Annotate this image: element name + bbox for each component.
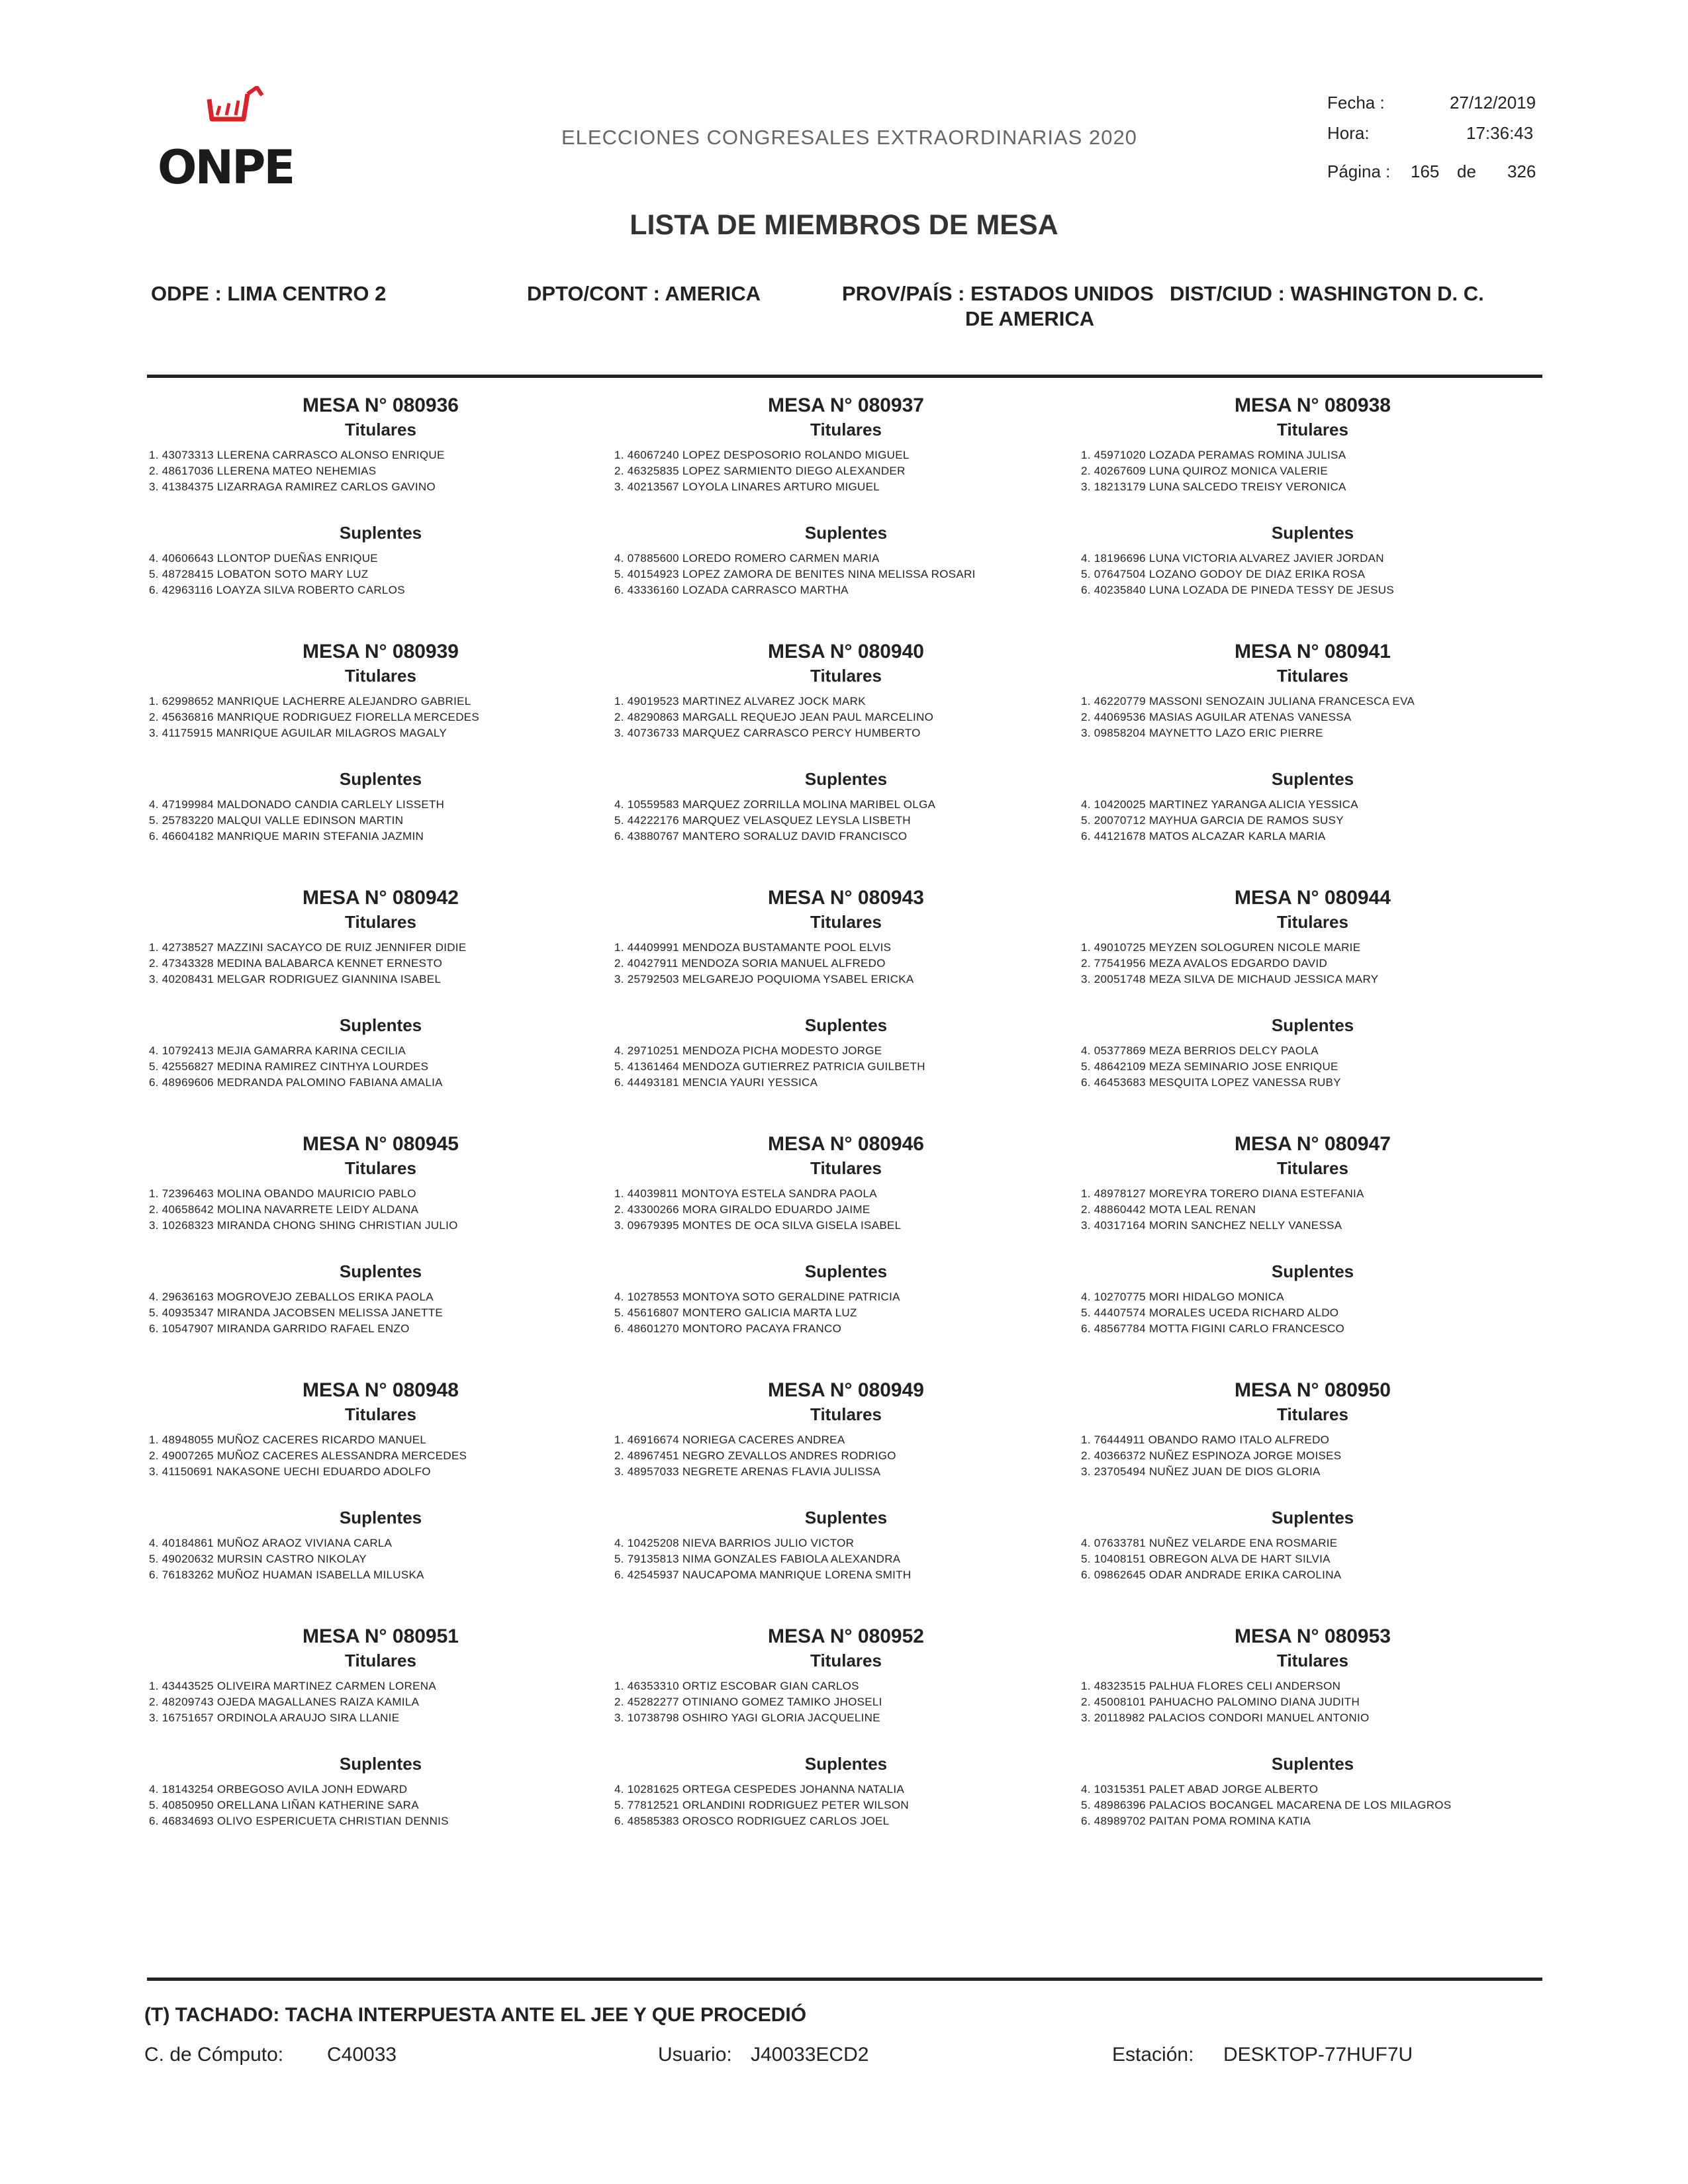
pagina-label: Página : (1327, 161, 1391, 181)
titulares-heading: Titulares (810, 912, 882, 932)
titulares-list (149, 694, 479, 741)
suplente-item: 5. 48642109 MEZA SEMINARIO JOSE ENRIQUE (1081, 1060, 1338, 1073)
pagina-de: de (1457, 161, 1476, 181)
mesa-title: MESA N° 080937 (767, 394, 924, 416)
titulares-list (149, 940, 466, 987)
titular-item: 3. 40317164 MORIN SANCHEZ NELLY VANESSA (1081, 1219, 1342, 1232)
suplente-item: 5. 40935347 MIRANDA JACOBSEN MELISSA JANETTE (149, 1306, 444, 1319)
prov-field: PROV/PAÍS : ESTADOS UNIDOS (842, 282, 1154, 305)
suplente-item: 5. 48986396 PALACIOS BOCANGEL MACARENA DE LOS MILAGROS (1081, 1799, 1452, 1811)
estacion-value: DESKTOP-77HUF7U (1223, 2044, 1413, 2066)
suplente-item: 6. 76183262 MUÑOZ HUAMAN ISABELLA MILUSKA (149, 1569, 424, 1581)
titular-item: 1. 43443525 OLIVEIRA MARTINEZ CARMEN LORENA (149, 1680, 436, 1692)
titulares-list (149, 1186, 458, 1234)
titular-item: 3. 23705494 NUÑEZ JUAN DE DIOS GLORIA (1081, 1465, 1321, 1478)
suplentes-heading: Suplentes (339, 1261, 422, 1281)
suplentes-heading: Suplentes (339, 523, 422, 543)
page-title-text: LISTA DE MIEMBROS DE MESA (630, 209, 1058, 241)
hora-value: 17:36:43 (1466, 123, 1534, 143)
suplente-item: 4. 10425208 NIEVA BARRIOS JULIO VICTOR (614, 1537, 855, 1549)
suplentes-list (1081, 551, 1394, 598)
titular-item: 1. 48978127 MOREYRA TORERO DIANA ESTEFANIA (1081, 1187, 1364, 1200)
mesa-block (149, 1379, 612, 1617)
suplentes-heading: Suplentes (339, 1508, 422, 1527)
suplente-item: 5. 07647504 LOZANO GODOY DE DIAZ ERIKA ROSA (1081, 568, 1366, 580)
mesa-block (614, 641, 1078, 879)
suplente-item: 5. 48728415 LOBATON SOTO MARY LUZ (149, 568, 369, 580)
titular-item: 1. 44039811 MONTOYA ESTELA SANDRA PAOLA (614, 1187, 877, 1200)
mesa-block (614, 887, 1078, 1125)
titular-item: 3. 48957033 NEGRETE ARENAS FLAVIA JULISSA (614, 1465, 881, 1478)
prov-field-line2: DE AMERICA (965, 307, 1095, 330)
election-title: ELECCIONES CONGRESALES EXTRAORDINARIAS 2020 (561, 126, 1137, 149)
ballot-box-icon (203, 86, 269, 146)
titulares-heading: Titulares (1277, 420, 1348, 439)
titular-item: 2. 40267609 LUNA QUIROZ MONICA VALERIE (1081, 465, 1328, 477)
suplentes-list (149, 551, 405, 598)
mesa-block (1081, 394, 1544, 633)
suplente-item: 5. 25783220 MALQUI VALLE EDINSON MARTIN (149, 814, 404, 827)
mesa-title: MESA N° 080944 (1234, 887, 1391, 909)
suplente-item: 5. 49020632 MURSIN CASTRO NIKOLAY (149, 1553, 367, 1565)
suplentes-list (614, 1043, 925, 1091)
mesa-block (149, 887, 612, 1125)
suplente-item: 6. 48585383 OROSCO RODRIGUEZ CARLOS JOEL (614, 1815, 890, 1827)
suplente-item: 5. 44407574 MORALES UCEDA RICHARD ALDO (1081, 1306, 1339, 1319)
titular-item: 1. 48323515 PALHUA FLORES CELI ANDERSON (1081, 1680, 1341, 1692)
mesa-title: MESA N° 080946 (767, 1133, 924, 1155)
mesa-title: MESA N° 080939 (302, 641, 459, 662)
suplentes-heading: Suplentes (804, 769, 888, 789)
suplente-item: 6. 48969606 MEDRANDA PALOMINO FABIANA AMALIA (149, 1076, 443, 1089)
titular-item: 3. 40213567 LOYOLA LINARES ARTURO MIGUEL (614, 480, 880, 493)
suplentes-heading: Suplentes (804, 1754, 888, 1774)
titulares-heading: Titulares (345, 912, 416, 932)
suplente-item: 5. 42556827 MEDINA RAMIREZ CINTHYA LOURDES (149, 1060, 429, 1073)
suplente-item: 4. 18196696 LUNA VICTORIA ALVAREZ JAVIER JORDAN (1081, 552, 1384, 565)
mesa-title: MESA N° 080947 (1234, 1133, 1391, 1155)
suplentes-heading: Suplentes (1271, 769, 1354, 789)
titular-item: 1. 49010725 MEYZEN SOLOGUREN NICOLE MARIE (1081, 941, 1361, 954)
suplente-item: 4. 10420025 MARTINEZ YARANGA ALICIA YESSICA (1081, 798, 1358, 811)
titulares-list (1081, 940, 1378, 987)
titular-item: 3. 20051748 MEZA SILVA DE MICHAUD JESSICA MARY (1081, 973, 1379, 985)
titular-item: 2. 47343328 MEDINA BALABARCA KENNET ERNESTO (149, 957, 443, 970)
mesa-title: MESA N° 080942 (302, 887, 459, 909)
suplentes-list (1081, 1043, 1341, 1091)
footer-note: (T) TACHADO: TACHA INTERPUESTA ANTE EL JEE Y QUE PROCEDIÓ (144, 2004, 807, 2026)
titular-item: 1. 72396463 MOLINA OBANDO MAURICIO PABLO (149, 1187, 416, 1200)
mesa-title: MESA N° 080945 (302, 1133, 459, 1155)
suplentes-list (149, 1782, 449, 1829)
titular-item: 2. 49007265 MUÑOZ CACERES ALESSANDRA MERCEDES (149, 1449, 467, 1462)
suplente-item: 6. 46834693 OLIVO ESPERICUETA CHRISTIAN DENNIS (149, 1815, 449, 1827)
titular-item: 3. 09679395 MONTES DE OCA SILVA GISELA ISABEL (614, 1219, 902, 1232)
titular-item: 1. 46220779 MASSONI SENOZAIN JULIANA FRANCESCA EVA (1081, 695, 1415, 707)
suplente-item: 6. 48601270 MONTORO PACAYA FRANCO (614, 1322, 842, 1335)
suplente-item: 5. 41361464 MENDOZA GUTIERREZ PATRICIA GUILBETH (614, 1060, 925, 1073)
suplentes-list (614, 1782, 909, 1829)
titular-item: 3. 10738798 OSHIRO YAGI GLORIA JACQUELINE (614, 1711, 880, 1724)
suplente-item: 6. 48567784 MOTTA FIGINI CARLO FRANCESCO (1081, 1322, 1345, 1335)
titulares-list (1081, 1678, 1370, 1726)
mesa-title: MESA N° 080940 (767, 641, 924, 662)
suplente-item: 5. 77812521 ORLANDINI RODRIGUEZ PETER WILSON (614, 1799, 909, 1811)
mesa-block (1081, 1133, 1544, 1371)
suplentes-list (1081, 797, 1358, 844)
titular-item: 2. 77541956 MEZA AVALOS EDGARDO DAVID (1081, 957, 1328, 970)
mesa-title: MESA N° 080950 (1234, 1379, 1391, 1401)
mesa-block (149, 641, 612, 879)
suplente-item: 6. 43880767 MANTERO SORALUZ DAVID FRANCISCO (614, 830, 908, 842)
suplente-item: 6. 42545937 NAUCAPOMA MANRIQUE LORENA SMITH (614, 1569, 912, 1581)
pagina-value: 165 (1411, 161, 1440, 181)
mesa-block (1081, 887, 1544, 1125)
mesa-title: MESA N° 080938 (1234, 394, 1391, 416)
suplentes-list (149, 1043, 443, 1091)
titular-item: 3. 16751657 ORDINOLA ARAUJO SIRA LLANIE (149, 1711, 400, 1724)
titular-item: 3. 41150691 NAKASONE UECHI EDUARDO ADOLFO (149, 1465, 431, 1478)
mesa-title: MESA N° 080948 (302, 1379, 459, 1401)
mesa-title: MESA N° 080949 (767, 1379, 924, 1401)
titular-item: 2. 48617036 LLERENA MATEO NEHEMIAS (149, 465, 377, 477)
titular-item: 2. 40366372 NUÑEZ ESPINOZA JORGE MOISES (1081, 1449, 1342, 1462)
suplentes-heading: Suplentes (804, 1261, 888, 1281)
titulares-list (614, 447, 910, 495)
suplentes-list (149, 1289, 443, 1337)
suplentes-heading: Suplentes (339, 769, 422, 789)
mesa-block (149, 1625, 612, 1864)
suplente-item: 6. 40235840 LUNA LOZADA DE PINEDA TESSY DE JESUS (1081, 584, 1394, 596)
suplentes-heading: Suplentes (804, 523, 888, 543)
titular-item: 3. 41384375 LIZARRAGA RAMIREZ CARLOS GAVINO (149, 480, 436, 493)
titulares-list (1081, 1186, 1364, 1234)
suplente-item: 6. 46453683 MESQUITA LOPEZ VANESSA RUBY (1081, 1076, 1341, 1089)
titular-item: 3. 40736733 MARQUEZ CARRASCO PERCY HUMBERTO (614, 727, 921, 739)
titular-item: 2. 48209743 OJEDA MAGALLANES RAIZA KAMILA (149, 1696, 420, 1708)
mesa-block (1081, 1625, 1544, 1864)
suplente-item: 6. 10547907 MIRANDA GARRIDO RAFAEL ENZO (149, 1322, 410, 1335)
suplentes-heading: Suplentes (1271, 523, 1354, 543)
suplente-item: 5. 45616807 MONTERO GALICIA MARTA LUZ (614, 1306, 857, 1319)
mesa-title: MESA N° 080951 (302, 1625, 459, 1647)
suplentes-heading: Suplentes (804, 1015, 888, 1035)
suplentes-list (1081, 1289, 1344, 1337)
titular-item: 1. 44409991 MENDOZA BUSTAMANTE POOL ELVIS (614, 941, 892, 954)
mesa-block (614, 1625, 1078, 1864)
suplente-item: 4. 10270775 MORI HIDALGO MONICA (1081, 1291, 1284, 1303)
titulares-heading: Titulares (345, 1404, 416, 1424)
suplente-item: 4. 10278553 MONTOYA SOTO GERALDINE PATRICIA (614, 1291, 900, 1303)
suplentes-heading: Suplentes (339, 1015, 422, 1035)
suplente-item: 5. 79135813 NIMA GONZALES FABIOLA ALEXANDRA (614, 1553, 901, 1565)
suplente-item: 4. 10792413 MEJIA GAMARRA KARINA CECILIA (149, 1044, 406, 1057)
suplente-item: 4. 18143254 ORBEGOSO AVILA JONH EDWARD (149, 1783, 408, 1796)
pagina-total: 326 (1507, 161, 1536, 181)
titular-item: 3. 20118982 PALACIOS CONDORI MANUEL ANTONIO (1081, 1711, 1370, 1724)
suplente-item: 6. 09862645 ODAR ANDRADE ERIKA CAROLINA (1081, 1569, 1342, 1581)
suplente-item: 5. 20070712 MAYHUA GARCIA DE RAMOS SUSY (1081, 814, 1344, 827)
page-title (0, 209, 1688, 242)
suplente-item: 4. 05377869 MEZA BERRIOS DELCY PAOLA (1081, 1044, 1319, 1057)
titulares-heading: Titulares (1277, 1158, 1348, 1178)
titulares-heading: Titulares (810, 666, 882, 686)
mesa-block (1081, 641, 1544, 879)
titular-item: 3. 09858204 MAYNETTO LAZO ERIC PIERRE (1081, 727, 1323, 739)
titular-item: 2. 48290863 MARGALL REQUEJO JEAN PAUL MARCELINO (614, 711, 934, 723)
titular-item: 1. 49019523 MARTINEZ ALVAREZ JOCK MARK (614, 695, 866, 707)
suplentes-heading: Suplentes (1271, 1508, 1354, 1527)
titulares-list (614, 1186, 901, 1234)
fecha-label: Fecha : (1327, 93, 1385, 113)
titulares-heading: Titulares (345, 1651, 416, 1670)
suplente-item: 6. 44121678 MATOS ALCAZAR KARLA MARIA (1081, 830, 1326, 842)
suplente-item: 4. 29710251 MENDOZA PICHA MODESTO JORGE (614, 1044, 882, 1057)
titular-item: 2. 46325835 LOPEZ SARMIENTO DIEGO ALEXANDER (614, 465, 906, 477)
header-divider (147, 375, 1542, 378)
suplentes-heading: Suplentes (339, 1754, 422, 1774)
suplente-item: 4. 10281625 ORTEGA CESPEDES JOHANNA NATALIA (614, 1783, 905, 1796)
titular-item: 2. 45008101 PAHUACHO PALOMINO DIANA JUDITH (1081, 1696, 1360, 1708)
onpe-logo (158, 79, 316, 195)
titulares-list (614, 940, 914, 987)
mesa-title: MESA N° 080953 (1234, 1625, 1391, 1647)
titular-item: 3. 40208431 MELGAR RODRIGUEZ GIANNINA ISABEL (149, 973, 442, 985)
mesa-title: MESA N° 080936 (302, 394, 459, 416)
titular-item: 2. 48967451 NEGRO ZEVALLOS ANDRES RODRIGO (614, 1449, 896, 1462)
mesa-block (614, 1379, 1078, 1617)
computo-label: C. de Cómputo: (144, 2044, 284, 2066)
suplentes-list (614, 1289, 900, 1337)
titular-item: 1. 62998652 MANRIQUE LACHERRE ALEJANDRO GABRIEL (149, 695, 471, 707)
suplente-item: 6. 44493181 MENCIA YAURI YESSICA (614, 1076, 818, 1089)
dpto-field: DPTO/CONT : AMERICA (527, 282, 761, 305)
titulares-heading: Titulares (810, 1158, 882, 1178)
titular-item: 1. 46067240 LOPEZ DESPOSORIO ROLANDO MIGUEL (614, 449, 910, 461)
titular-item: 2. 40427911 MENDOZA SORIA MANUEL ALFREDO (614, 957, 886, 970)
suplente-item: 4. 47199984 MALDONADO CANDIA CARLELY LISSETH (149, 798, 445, 811)
titulares-list (1081, 1432, 1341, 1480)
titulares-list (149, 1678, 436, 1726)
mesa-block (149, 1133, 612, 1371)
estacion-label: Estación: (1112, 2044, 1194, 2066)
titular-item: 3. 18213179 LUNA SALCEDO TREISY VERONICA (1081, 480, 1346, 493)
titulares-list (614, 694, 933, 741)
suplente-item: 6. 48989702 PAITAN POMA ROMINA KATIA (1081, 1815, 1311, 1827)
titular-item: 1. 48948055 MUÑOZ CACERES RICARDO MANUEL (149, 1433, 427, 1446)
suplente-item: 4. 29636163 MOGROVEJO ZEBALLOS ERIKA PAOLA (149, 1291, 434, 1303)
suplente-item: 4. 07633781 NUÑEZ VELARDE ENA ROSMARIE (1081, 1537, 1338, 1549)
titular-item: 2. 45636816 MANRIQUE RODRIGUEZ FIORELLA MERCEDES (149, 711, 480, 723)
mesa-block (149, 394, 612, 633)
titulares-heading: Titulares (1277, 1651, 1348, 1670)
mesa-block (614, 1133, 1078, 1371)
titular-item: 3. 41175915 MANRIQUE AGUILAR MILAGROS MAGALY (149, 727, 447, 739)
usuario-label: Usuario: (658, 2044, 732, 2066)
titular-item: 1. 43073313 LLERENA CARRASCO ALONSO ENRIQUE (149, 449, 445, 461)
titulares-list (149, 447, 445, 495)
titular-item: 1. 46916674 NORIEGA CACERES ANDREA (614, 1433, 845, 1446)
titular-item: 1. 76444911 OBANDO RAMO ITALO ALFREDO (1081, 1433, 1330, 1446)
suplentes-heading: Suplentes (1271, 1015, 1354, 1035)
titular-item: 2. 48860442 MOTA LEAL RENAN (1081, 1203, 1256, 1216)
titulares-heading: Titulares (1277, 666, 1348, 686)
suplentes-list (1081, 1782, 1451, 1829)
logo-text: ONPE (158, 140, 294, 195)
titulares-heading: Titulares (810, 1404, 882, 1424)
suplentes-list (614, 797, 935, 844)
titulares-heading: Titulares (345, 666, 416, 686)
mesa-block (614, 394, 1078, 633)
mesa-title: MESA N° 080941 (1234, 641, 1391, 662)
suplente-item: 5. 44222176 MARQUEZ VELASQUEZ LEYSLA LISBETH (614, 814, 911, 827)
suplente-item: 6. 46604182 MANRIQUE MARIN STEFANIA JAZMIN (149, 830, 424, 842)
titulares-heading: Titulares (345, 420, 416, 439)
titulares-heading: Titulares (1277, 1404, 1348, 1424)
titulares-heading: Titulares (810, 1651, 882, 1670)
suplente-item: 4. 10559583 MARQUEZ ZORRILLA MOLINA MARIBEL OLGA (614, 798, 936, 811)
odpe-field: ODPE : LIMA CENTRO 2 (151, 282, 387, 305)
footer-divider (147, 1978, 1542, 1981)
titular-item: 1. 42738527 MAZZINI SACAYCO DE RUIZ JENNIFER DIDIE (149, 941, 467, 954)
titulares-list (149, 1432, 467, 1480)
titular-item: 3. 10268323 MIRANDA CHONG SHING CHRISTIAN JULIO (149, 1219, 458, 1232)
titular-item: 1. 46353310 ORTIZ ESCOBAR GIAN CARLOS (614, 1680, 859, 1692)
titulares-heading: Titulares (1277, 912, 1348, 932)
suplente-item: 6. 43336160 LOZADA CARRASCO MARTHA (614, 584, 849, 596)
suplentes-list (149, 797, 444, 844)
titular-item: 1. 45971020 LOZADA PERAMAS ROMINA JULISA (1081, 449, 1346, 461)
fecha-value: 27/12/2019 (1450, 93, 1536, 113)
suplentes-list (614, 1535, 911, 1583)
dist-field: DIST/CIUD : WASHINGTON D. C. (1170, 282, 1484, 305)
titular-item: 2. 44069536 MASIAS AGUILAR ATENAS VANESSA (1081, 711, 1352, 723)
titular-item: 2. 45282277 OTINIANO GOMEZ TAMIKO JHOSELI (614, 1696, 882, 1708)
computo-value: C40033 (327, 2044, 397, 2066)
suplente-item: 4. 10315351 PALET ABAD JORGE ALBERTO (1081, 1783, 1319, 1796)
suplentes-heading: Suplentes (804, 1508, 888, 1527)
titular-item: 3. 25792503 MELGAREJO POQUIOMA YSABEL ERICKA (614, 973, 914, 985)
titulares-list (1081, 694, 1415, 741)
titulares-list (614, 1678, 882, 1726)
titulares-list (614, 1432, 896, 1480)
suplentes-list (614, 551, 976, 598)
titular-item: 2. 40658642 MOLINA NAVARRETE LEIDY ALDANA (149, 1203, 419, 1216)
usuario-value: J40033ECD2 (751, 2044, 869, 2066)
suplente-item: 4. 07885600 LOREDO ROMERO CARMEN MARIA (614, 552, 880, 565)
suplente-item: 4. 40184861 MUÑOZ ARAOZ VIVIANA CARLA (149, 1537, 393, 1549)
suplente-item: 4. 40606643 LLONTOP DUEÑAS ENRIQUE (149, 552, 378, 565)
suplentes-heading: Suplentes (1271, 1754, 1354, 1774)
titulares-list (1081, 447, 1346, 495)
mesa-title: MESA N° 080943 (767, 887, 924, 909)
suplente-item: 5. 10408151 OBREGON ALVA DE HART SILVIA (1081, 1553, 1331, 1565)
suplente-item: 5. 40154923 LOPEZ ZAMORA DE BENITES NINA MELISSA ROSARI (614, 568, 976, 580)
suplentes-heading: Suplentes (1271, 1261, 1354, 1281)
suplentes-list (1081, 1535, 1341, 1583)
suplente-item: 6. 42963116 LOAYZA SILVA ROBERTO CARLOS (149, 584, 405, 596)
suplentes-list (149, 1535, 424, 1583)
suplente-item: 5. 40850950 ORELLANA LIÑAN KATHERINE SARA (149, 1799, 419, 1811)
titular-item: 2. 43300266 MORA GIRALDO EDUARDO JAIME (614, 1203, 870, 1216)
mesa-title: MESA N° 080952 (767, 1625, 924, 1647)
hora-label: Hora: (1327, 123, 1370, 143)
titulares-heading: Titulares (810, 420, 882, 439)
titulares-heading: Titulares (345, 1158, 416, 1178)
mesa-block (1081, 1379, 1544, 1617)
